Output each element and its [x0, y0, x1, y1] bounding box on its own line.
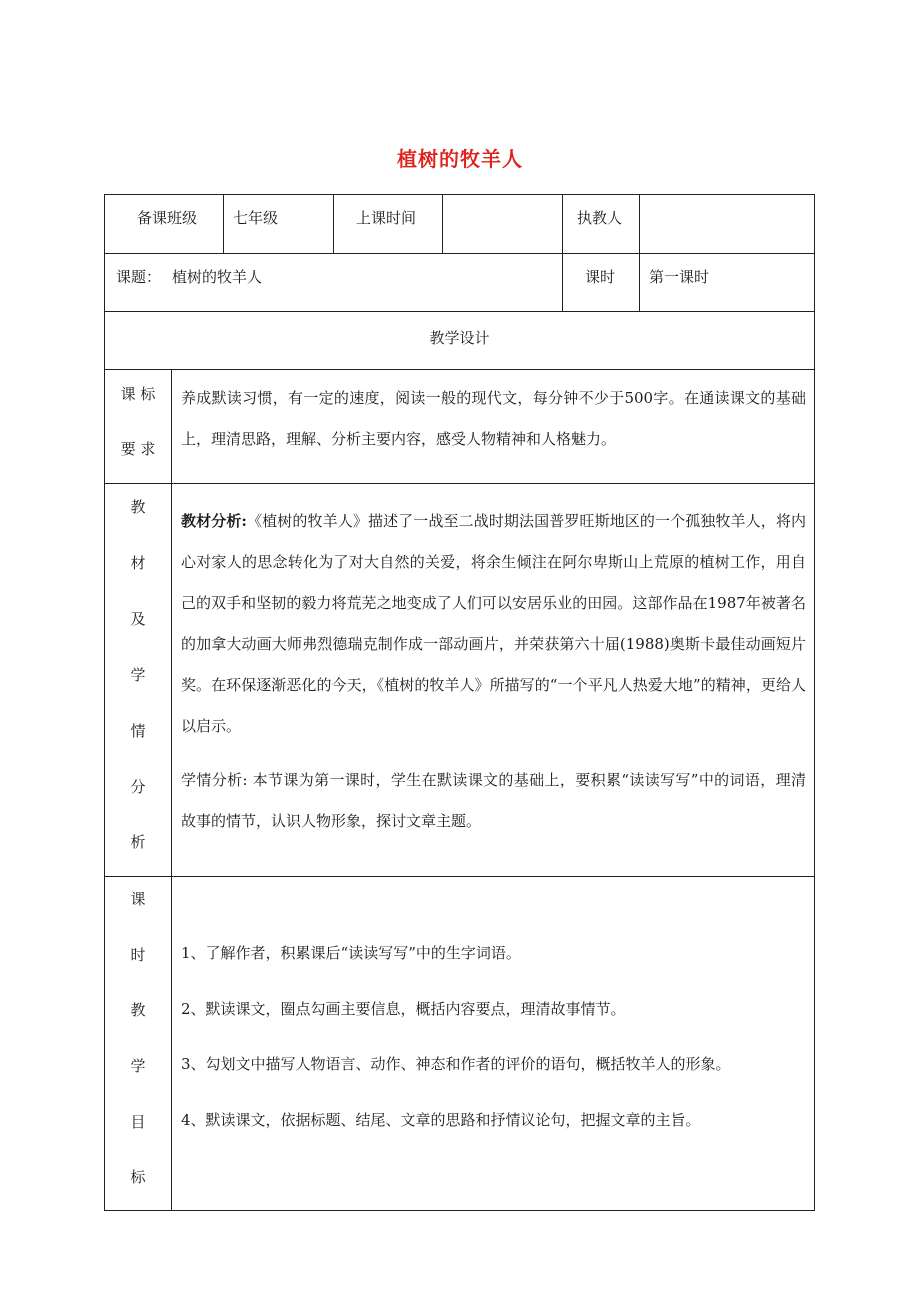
objectives-label-char: 时 [130, 946, 146, 964]
class-value: 七年级 [233, 209, 279, 227]
class-time-label: 上课时间 [356, 209, 417, 227]
objective-item: 1、了解作者，积累课后“读读写写”中的生字词语。 [181, 944, 521, 962]
design-heading: 教学设计 [429, 329, 490, 347]
analysis-label-char: 教 [130, 498, 146, 516]
analysis-label-char: 学 [130, 666, 146, 684]
class-label: 备课班级 [137, 209, 198, 227]
standards-text: 养成默读习惯，有一定的速度，阅读一般的现代文，每分钟不少于500字。在通读课文的基础上，理清思路，理解、分析主要内容，感受人物精神和人格魅力。 [181, 389, 806, 448]
objective-item: 4、默读课文，依据标题、结尾、文章的思路和抒情议论句，把握文章的主旨。 [181, 1111, 701, 1129]
standards-label-top: 课 标 [120, 385, 156, 403]
objectives-label-char: 标 [130, 1168, 146, 1186]
period-value: 第一课时 [649, 268, 710, 286]
col-divider [562, 194, 563, 253]
standards-label-bottom: 要 求 [120, 440, 156, 458]
analysis-label-char: 及 [130, 610, 146, 628]
row-divider [104, 311, 815, 312]
col-divider [639, 253, 640, 311]
objectives-label-char: 课 [130, 890, 146, 908]
col-divider [333, 194, 334, 253]
analysis-label-char: 分 [130, 778, 146, 796]
col-divider [639, 194, 640, 253]
col-divider [223, 194, 224, 253]
topic-value: 植树的牧羊人 [172, 268, 263, 286]
row-divider [104, 253, 815, 254]
col-divider [562, 253, 563, 311]
teacher-label: 执教人 [577, 209, 623, 227]
row-divider [104, 483, 815, 484]
objectives-label-char: 目 [130, 1113, 146, 1131]
student-analysis: 学情分析: 本节课为第一课时，学生在默读课文的基础上，要积累“读读写写”中的词语，理清故事的情节，认识人物形象，探讨文章主题。 [181, 771, 806, 830]
analysis-label-char: 析 [130, 833, 146, 851]
col-divider [171, 369, 172, 1211]
document-title: 植树的牧羊人 [397, 147, 523, 171]
material-analysis-title: 教材分析: [181, 512, 247, 530]
row-divider [104, 876, 815, 877]
watermark-logo: zixin [330, 600, 489, 670]
objective-item: 2、默读课文，圈点勾画主要信息，概括内容要点，理清故事情节。 [181, 1000, 626, 1018]
row-divider [104, 369, 815, 370]
material-analysis [181, 501, 806, 747]
analysis-label-char: 材 [130, 554, 146, 572]
material-analysis-text: 《植树的牧羊人》描述了一战至二战时期法国普罗旺斯地区的一个孤独牧羊人，将内心对家人的思念转化为了对大自然的关爱，将余生倾注在阿尔卑斯山上荒原的植树工作，用自己的双手和坚韧的毅力将荒芜之地变成了人们可以安居乐业的田园。这部作品在1987年被著名的加拿大动画大师弗烈德瑞克制作成一部动画片，并荣获第六十届(1988)奥斯卡最佳动画短片奖。在环保逐渐恶化的今天，《植树的牧羊人》所描写的“一个平凡人热爱大地”的精神，更给人以启示。 [181, 512, 806, 735]
analysis-label-char: 情 [130, 722, 146, 740]
objective-item: 3、勾划文中描写人物语言、动作、神态和作者的评价的语句，概括牧羊人的形象。 [181, 1055, 731, 1073]
objectives-label-char: 教 [130, 1001, 146, 1019]
period-label: 课时 [585, 268, 616, 286]
objectives-label-char: 学 [130, 1057, 146, 1075]
col-divider [442, 194, 443, 253]
topic-label: 课题： [116, 268, 162, 286]
